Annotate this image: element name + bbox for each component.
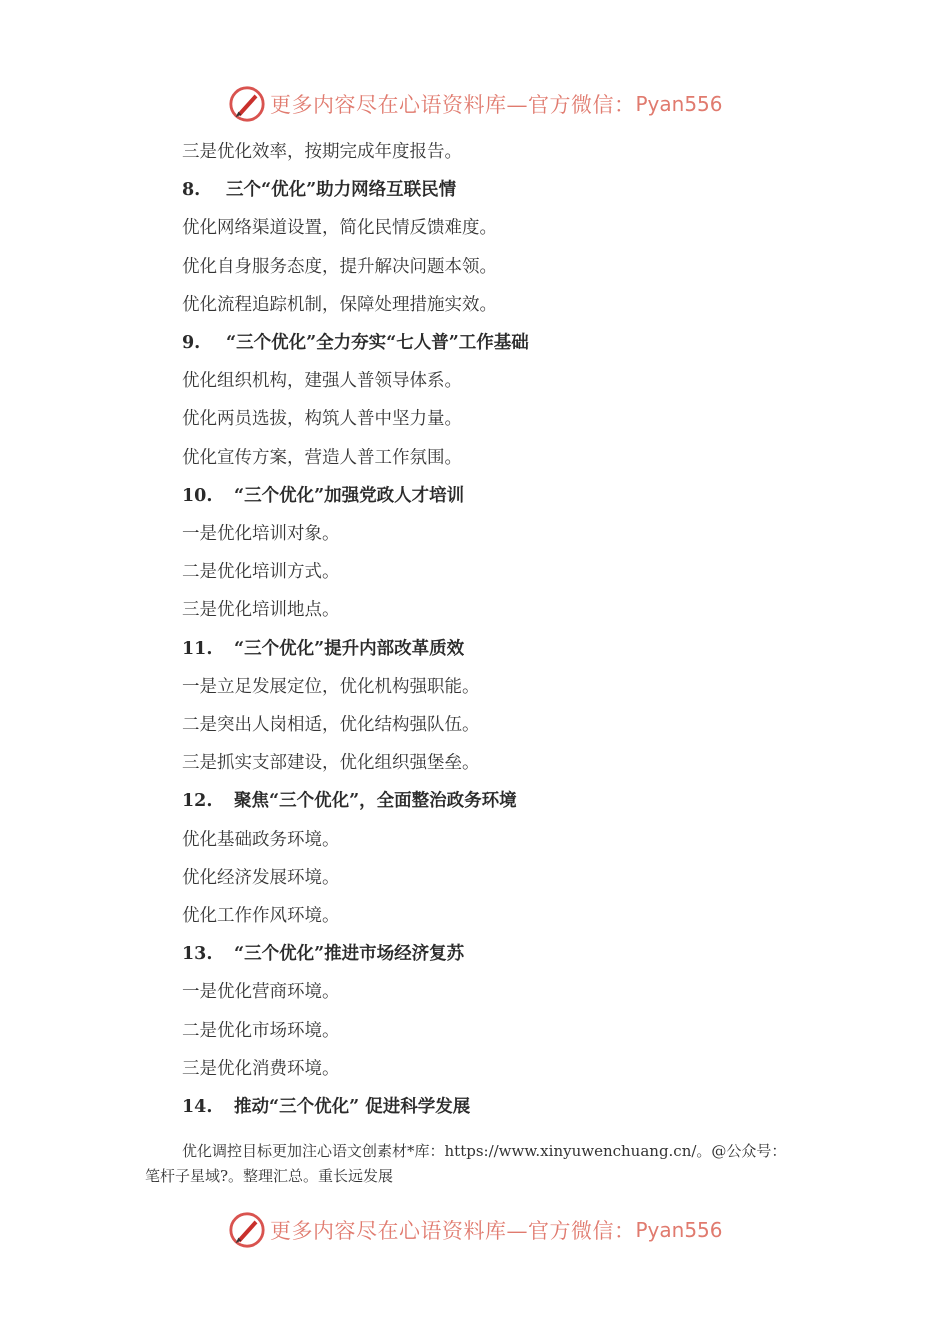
section-title: “三个优化”全力夯实“七人普”工作基础	[226, 333, 529, 353]
body-line: 二是突出人岗相适，优化结构强队伍。	[182, 715, 480, 735]
body-line: 优化自身服务态度，提升解决问题本领。	[182, 256, 497, 277]
section-heading	[182, 635, 464, 660]
body-line: 优化经济发展环境。	[182, 867, 340, 888]
final-line-2: 笔杆子星域?。整理汇总。重长远发展	[145, 1167, 394, 1185]
body-line: 优化组织机构，建强人普领导体系。	[182, 371, 462, 392]
body-line: 优化基础政务环境。	[182, 829, 340, 850]
section-number: 13.	[182, 944, 213, 965]
final-line-1: 优化调控目标更加注心语文创素材*库：https://www.xinyuwenchuang.cn/。@公众号：	[182, 1142, 787, 1160]
body-line: 二是优化培训方式。	[182, 562, 340, 583]
banner-text: 更多内容尽在心语资料库—官方微信：	[270, 93, 636, 117]
section-heading	[182, 1093, 470, 1118]
footer-banner	[0, 1210, 950, 1250]
body-line: 三是优化消费环境。	[182, 1058, 340, 1079]
section-title: “三个优化”提升内部改革质效	[234, 638, 465, 659]
pen-logo-icon	[228, 85, 266, 123]
body-line: 三是抓实支部建设，优化组织强堡垒。	[182, 753, 480, 774]
banner-text: 更多内容尽在心语资料库—官方微信：	[270, 1219, 636, 1243]
body-line: 三是优化效率，按期完成年度报告。	[182, 142, 462, 162]
section-number: 12.	[182, 791, 213, 812]
body-line: 优化流程追踪机制，保障处理措施实效。	[182, 294, 497, 315]
section-title: 三个“优化”助力网络互联民情	[226, 180, 457, 201]
section-title: 推动“三个优化” 促进科学发展	[234, 1097, 471, 1117]
body-line: 二是优化市场环境。	[182, 1020, 340, 1041]
body-line: 一是优化培训对象。	[182, 524, 340, 544]
section-number: 8.	[182, 180, 201, 201]
section-number: 9.	[182, 333, 201, 353]
section-title: “三个优化”推进市场经济复苏	[234, 944, 465, 965]
pen-logo-icon	[228, 1211, 266, 1249]
section-title: 聚焦“三个优化”，全面整治政务环境	[234, 791, 517, 812]
section-heading	[182, 482, 464, 507]
section-number: 14.	[182, 1097, 213, 1117]
section-number: 10.	[182, 485, 213, 506]
section-heading	[182, 940, 464, 965]
body-line: 优化两员选拔，构筑人普中坚力量。	[182, 409, 462, 430]
body-line: 一是立足发展定位，优化机构强职能。	[182, 676, 480, 697]
body-line: 优化宣传方案，营造人普工作氛围。	[182, 447, 462, 468]
body-line: 三是优化培训地点。	[182, 600, 340, 621]
section-heading	[182, 329, 529, 354]
header-banner	[0, 84, 950, 124]
banner-wechat-id: Pyan556	[635, 92, 723, 116]
body-line: 一是优化营商环境。	[182, 982, 340, 1003]
section-number: 11.	[182, 638, 213, 659]
section-heading	[182, 787, 517, 812]
banner-wechat-id: Pyan556	[635, 1218, 723, 1242]
section-heading	[182, 176, 456, 201]
section-title: “三个优化”加强党政人才培训	[234, 485, 465, 506]
body-line: 优化网络渠道设置，简化民情反馈难度。	[182, 218, 497, 239]
body-line: 优化工作作风环境。	[182, 906, 340, 926]
